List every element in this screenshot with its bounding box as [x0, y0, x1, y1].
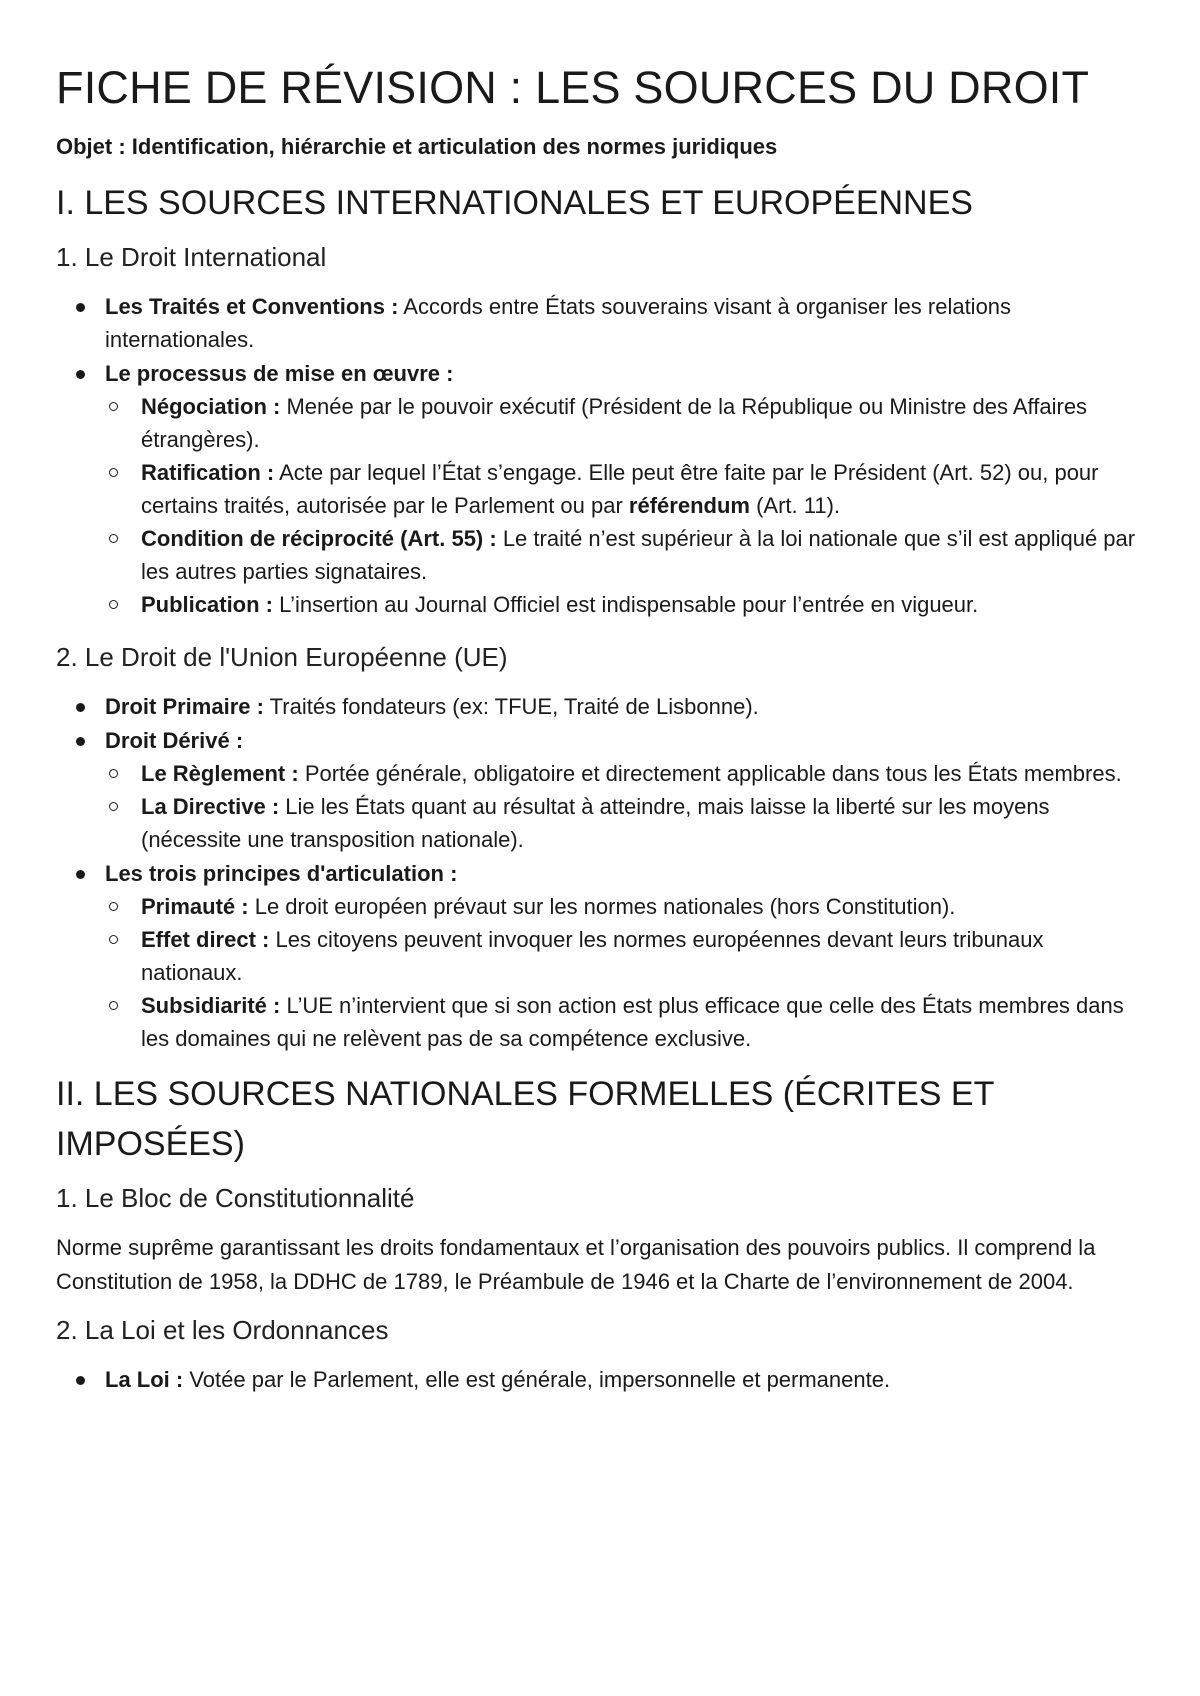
bullet-icon — [76, 370, 85, 379]
item-text: Menée par le pouvoir exécutif (Président de la République ou Ministre des Affaires étrangères). — [141, 394, 1088, 452]
sublist-droit-derive — [105, 757, 1140, 856]
hollow-bullet-icon — [109, 1001, 118, 1010]
item-text: Lie les États quant au résultat à atteindre, mais laisse la liberté sur les moyens (nécessite une transposition nationale). — [141, 794, 1050, 852]
list-item-reglement — [104, 757, 1140, 790]
item-label: La Directive : — [141, 794, 280, 819]
item-text: Le droit européen prévaut sur les normes nationales (hors Constitution). — [248, 894, 956, 919]
list-item-reciprocite — [104, 522, 1140, 588]
hollow-bullet-icon — [109, 935, 118, 944]
hollow-bullet-icon — [109, 802, 118, 811]
list-item-effet-direct — [104, 923, 1140, 989]
bullet-icon — [76, 737, 85, 746]
hollow-bullet-icon — [109, 402, 118, 411]
section-heading-nationales: II. LES SOURCES NATIONALES FORMELLES (ÉCRITES ET IMPOSÉES) — [56, 1075, 994, 1163]
list-droit-ue — [56, 690, 1140, 1055]
item-text: Votée par le Parlement, elle est générale, impersonnelle et permanente. — [183, 1367, 891, 1392]
item-label: Effet direct : — [141, 927, 270, 952]
list-item-negociation — [104, 390, 1140, 456]
item-text: L’UE n’intervient que si son action est plus efficace que celle des États membres dans les domaines qui ne relèvent pas de sa compétence exclusive. — [141, 993, 1124, 1051]
item-label: Publication : — [141, 592, 273, 617]
hollow-bullet-icon — [109, 534, 118, 543]
document-subject: Objet : Identification, hiérarchie et articulation des normes juridiques — [56, 134, 778, 159]
item-text: Traités fondateurs (ex: TFUE, Traité de Lisbonne). — [263, 694, 759, 719]
bullet-icon — [76, 303, 85, 312]
bullet-icon — [76, 870, 85, 879]
list-item-processus — [56, 357, 1140, 621]
item-text: (Art. 11). — [749, 493, 841, 518]
item-text: Accords entre États souverains visant à organiser les relations internationales. — [105, 294, 1012, 352]
list-item-ratification — [104, 456, 1140, 522]
hollow-bullet-icon — [109, 769, 118, 778]
list-item-publication — [104, 588, 1140, 621]
item-label: Négociation : — [141, 394, 281, 419]
bullet-icon — [76, 703, 85, 712]
item-label: Primauté : — [141, 894, 249, 919]
list-item-primaute — [104, 890, 1140, 923]
paragraph-bloc-constitutionnalite: Norme suprême garantissant les droits fondamentaux et l’organisation des pouvoirs publics. Il comprend la Constitution de 1958, la DDHC de 1789, le Préambule de 1946 et la Charte de l’environnement de 2004. — [56, 1235, 1096, 1294]
item-label: Subsidiarité : — [141, 993, 281, 1018]
list-item-droit-derive — [56, 724, 1140, 856]
hollow-bullet-icon — [109, 600, 118, 609]
item-text: Les citoyens peuvent invoquer les normes européennes devant leurs tribunaux nationaux. — [141, 927, 1044, 985]
list-item-principes — [56, 857, 1140, 1055]
item-label: Les Traités et Conventions : — [105, 294, 399, 319]
list-item-directive — [104, 790, 1140, 856]
list-item-traites — [56, 290, 1140, 356]
list-loi-ordonnances — [56, 1363, 1140, 1396]
item-label: Condition de réciprocité (Art. 55) : — [141, 526, 497, 551]
item-label: Droit Primaire : — [105, 694, 264, 719]
subheading-bloc-constitutionnalite: 1. Le Bloc de Constitutionnalité — [56, 1183, 415, 1213]
item-label: Le processus de mise en œuvre : — [105, 361, 454, 386]
list-droit-international — [56, 290, 1140, 621]
item-label: La Loi : — [105, 1367, 184, 1392]
item-text: Portée générale, obligatoire et directement applicable dans tous les États membres. — [298, 761, 1122, 786]
item-label: Les trois principes d'articulation : — [105, 861, 458, 886]
item-emphasis: référendum — [628, 493, 750, 518]
sublist-processus — [105, 390, 1140, 621]
item-text: Acte par lequel l’État s’engage. Elle peut être faite par le Président (Art. 52) ou, pour certains traités, autorisée par le Parlement ou par — [141, 460, 1099, 518]
item-label: Droit Dérivé : — [105, 728, 244, 753]
subheading-droit-international: 1. Le Droit International — [56, 242, 327, 272]
subheading-loi-ordonnances: 2. La Loi et les Ordonnances — [56, 1315, 389, 1345]
section-heading-international: I. LES SOURCES INTERNATIONALES ET EUROPÉENNES — [56, 184, 973, 222]
item-label: Ratification : — [141, 460, 275, 485]
list-item-subsidiarite — [104, 989, 1140, 1055]
item-label: Le Règlement : — [141, 761, 299, 786]
sublist-principes — [105, 890, 1140, 1055]
hollow-bullet-icon — [109, 902, 118, 911]
item-text: Le traité n’est supérieur à la loi nationale que s’il est appliqué par les autres parties signataires. — [141, 526, 1136, 584]
bullet-icon — [76, 1376, 85, 1385]
subheading-droit-ue: 2. Le Droit de l'Union Européenne (UE) — [56, 642, 508, 672]
item-text: L’insertion au Journal Officiel est indispensable pour l’entrée en vigueur. — [273, 592, 979, 617]
list-item-loi — [56, 1363, 1140, 1396]
hollow-bullet-icon — [109, 468, 118, 477]
list-item-droit-primaire — [56, 690, 1140, 723]
page-title: FICHE DE RÉVISION : LES SOURCES DU DROIT — [56, 62, 1090, 113]
